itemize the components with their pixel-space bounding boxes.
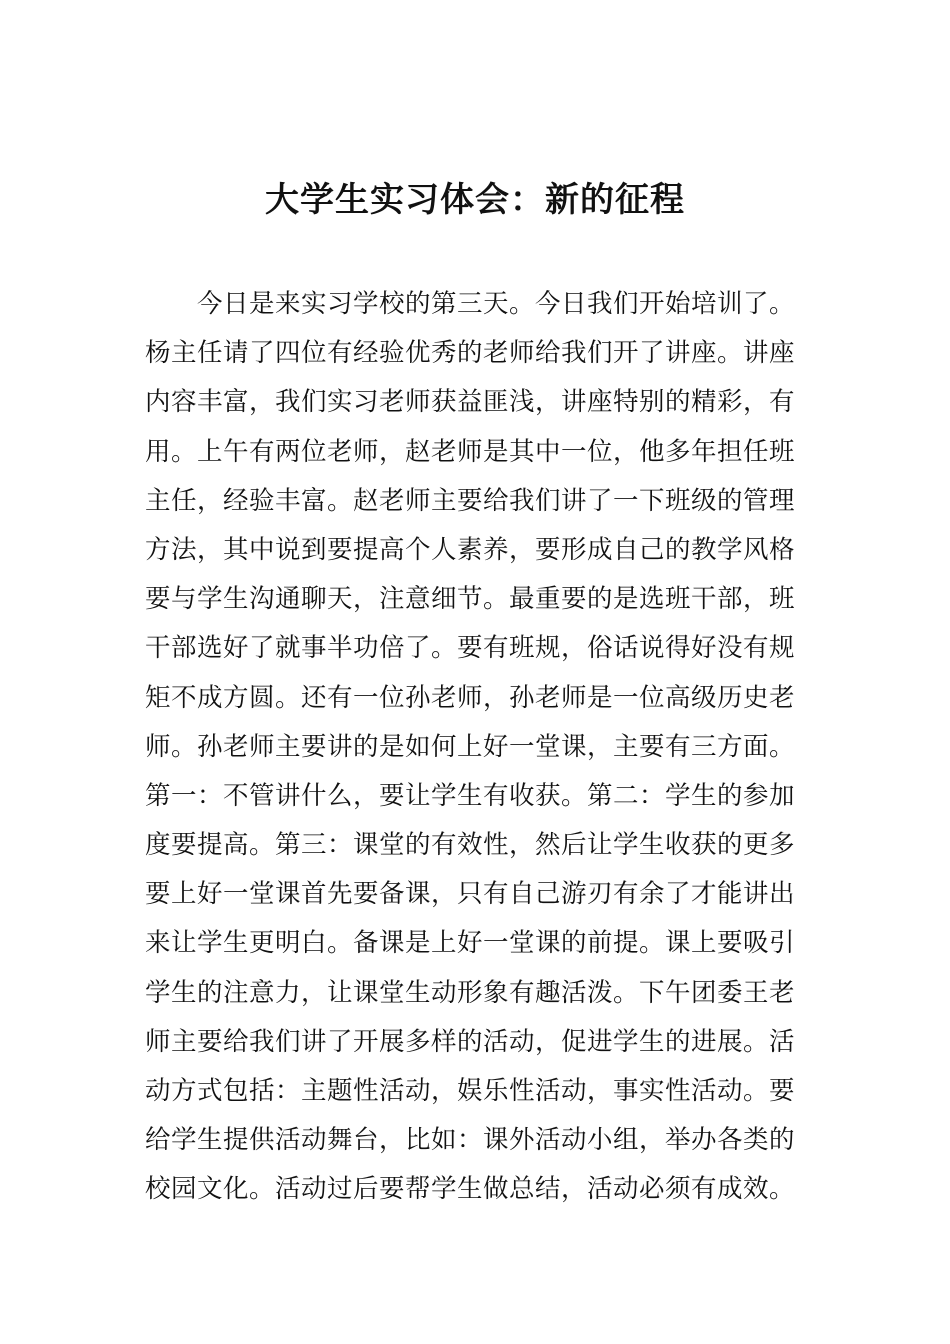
body-line: 杨主任请了四位有经验优秀的老师给我们开了讲座。讲座 <box>145 338 796 369</box>
body-line: 师主要给我们讲了开展多样的活动，促进学生的进展。活 <box>145 1026 796 1057</box>
body-line: 要与学生沟通聊天，注意细节。最重要的是选班干部，班 <box>145 584 796 615</box>
body-line: 学生的注意力，让课堂生动形象有趣活泼。下午团委王老 <box>145 977 796 1008</box>
body-line: 今日是来实习学校的第三天。今日我们开始培训了。 <box>197 289 796 319</box>
body-line: 内容丰富，我们实习老师获益匪浅，讲座特别的精彩，有 <box>145 387 796 418</box>
body-line: 给学生提供活动舞台，比如：课外活动小组，举办各类的 <box>145 1125 796 1156</box>
body-line: 动方式包括：主题性活动，娱乐性活动，事实性活动。要 <box>145 1076 796 1106</box>
body-line: 方法，其中说到要提高个人素养，要形成自己的教学风格 <box>145 534 796 565</box>
body-line: 第一：不管讲什么，要让学生有收获。第二：学生的参加 <box>145 780 796 811</box>
body-line: 用。上午有两位老师，赵老师是其中一位，他多年担任班 <box>145 436 796 467</box>
body-line: 度要提高。第三：课堂的有效性，然后让学生收获的更多 <box>145 830 796 861</box>
body-line: 要上好一堂课首先要备课，只有自己游刃有余了才能讲出 <box>145 879 796 910</box>
body-line: 矩不成方圆。还有一位孙老师，孙老师是一位高级历史老 <box>145 682 796 713</box>
body-line: 师。孙老师主要讲的是如何上好一堂课，主要有三方面。 <box>145 731 796 762</box>
body-line: 来让学生更明白。备课是上好一堂课的前提。课上要吸引 <box>145 928 796 959</box>
body-line: 主任，经验丰富。赵老师主要给我们讲了一下班级的管理 <box>145 485 796 516</box>
document-title: 大学生实习体会：新的征程 <box>265 180 685 220</box>
body-line: 干部选好了就事半功倍了。要有班规，俗话说得好没有规 <box>145 633 796 664</box>
document-body <box>145 280 810 1215</box>
body-line: 校园文化。活动过后要帮学生做总结，活动必须有成效。 <box>145 1174 796 1205</box>
